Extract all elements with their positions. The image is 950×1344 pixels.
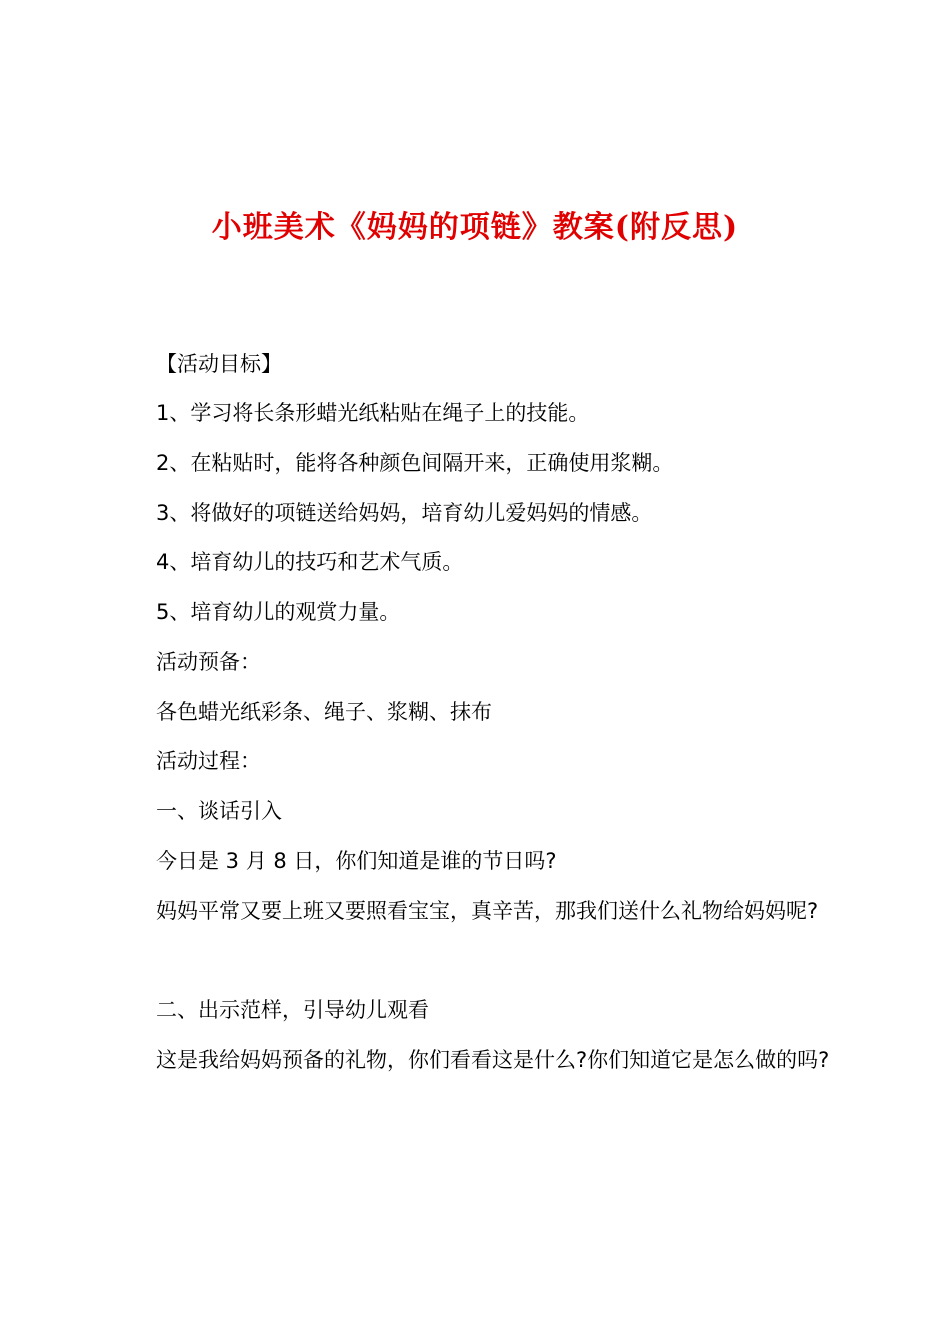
process-step-1-paragraph: 妈妈平常又要上班又要照看宝宝，真辛苦，那我们送什么礼物给妈妈呢? — [156, 899, 819, 923]
process-step-2-heading: 二、出示范样，引导幼儿观看 — [156, 998, 429, 1022]
process-step-1-heading: 一、谈话引入 — [156, 799, 282, 823]
preparation-materials: 各色蜡光纸彩条、绳子、浆糊、抹布 — [156, 700, 492, 724]
process-step-1-text: 今日是 3 月 8 日，你们知道是谁的节日吗? — [156, 849, 557, 873]
goal-item-2: 2、在粘贴时，能将各种颜色间隔开来，正确使用浆糊。 — [156, 451, 674, 475]
process-step-2-paragraph: 这是我给妈妈预备的礼物，你们看看这是什么?你们知道它是怎么做的吗? — [156, 1048, 830, 1072]
goal-item-4: 4、培育幼儿的技巧和艺术气质。 — [156, 550, 464, 574]
section-heading-process: 活动过程： — [156, 749, 261, 773]
goal-item-3: 3、将做好的项链送给妈妈，培育幼儿爱妈妈的情感。 — [156, 501, 653, 525]
section-heading-preparation: 活动预备： — [156, 650, 261, 674]
goal-item-1: 1、学习将长条形蜡光纸粘贴在绳子上的技能。 — [156, 401, 590, 425]
section-heading-goals: 【活动目标】 — [156, 352, 282, 376]
goal-item-5: 5、培育幼儿的观赏力量。 — [156, 600, 401, 624]
document-title: 小班美术《妈妈的项链》教案(附反思) — [211, 210, 739, 245]
